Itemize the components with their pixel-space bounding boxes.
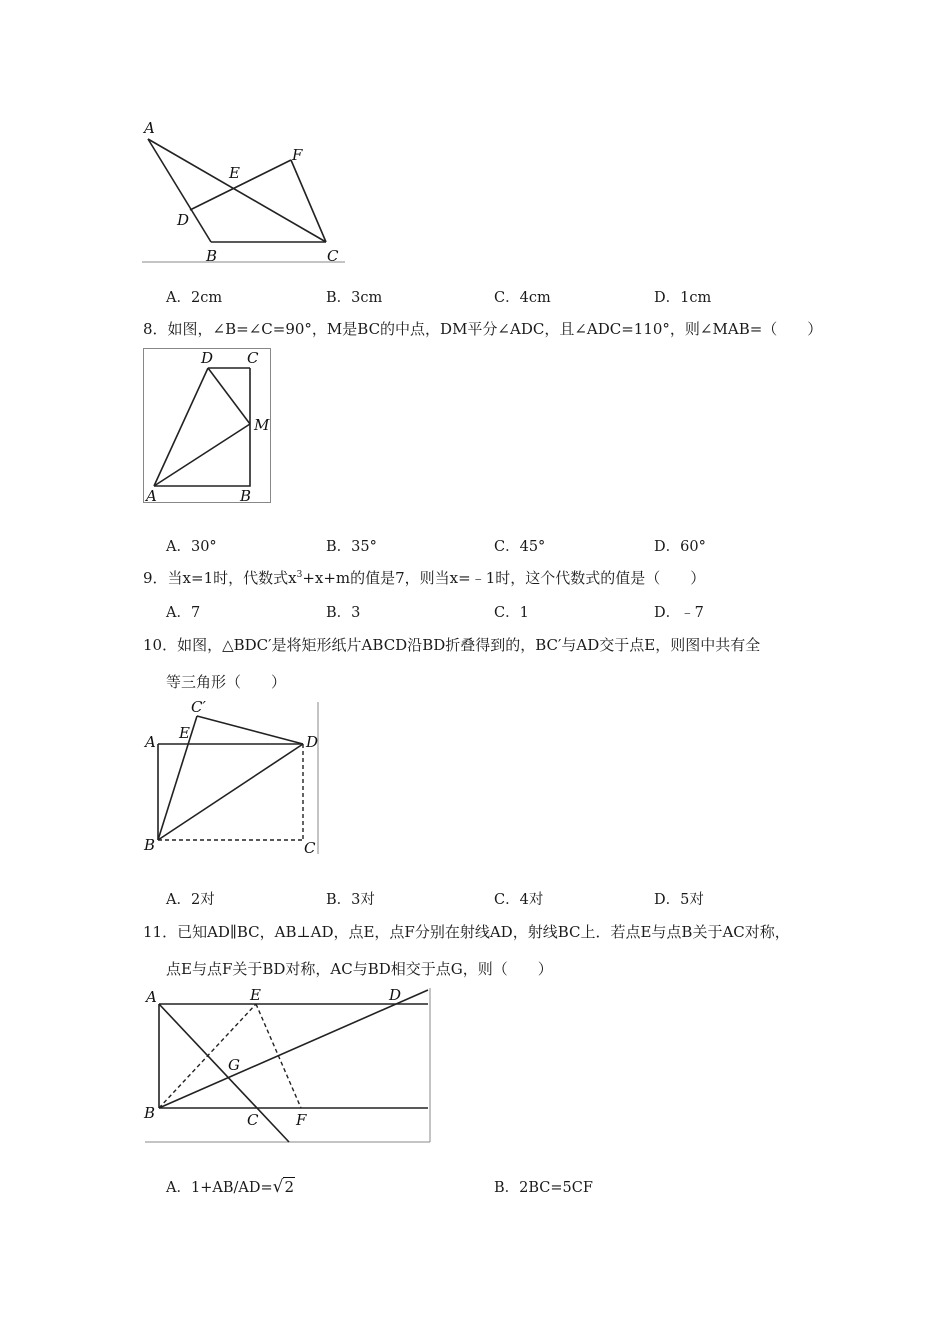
figure-q10-svg bbox=[143, 698, 323, 858]
q9-option-c[interactable]: C．1 bbox=[494, 605, 529, 621]
label-Cp: C′ bbox=[191, 698, 206, 716]
label-A: A bbox=[144, 119, 155, 137]
q8-text: 8．如图，∠B=∠C=90°，M是BC的中点，DM平分∠ADC，且∠ADC=110°，则∠MAB=（ ） bbox=[143, 320, 823, 338]
q7-option-d[interactable]: D．1cm bbox=[654, 290, 712, 306]
label-E: E bbox=[229, 164, 240, 182]
line-CpD bbox=[197, 716, 303, 744]
figure-q7 bbox=[140, 118, 360, 270]
q8-option-d[interactable]: D．60° bbox=[654, 539, 706, 555]
label-F: F bbox=[292, 146, 303, 164]
label-C: C bbox=[327, 247, 339, 265]
label-A: A bbox=[146, 487, 157, 505]
q9-text-pre: 9．当x=1时，代数式x bbox=[143, 569, 297, 587]
q9-option-a[interactable]: A．7 bbox=[166, 605, 201, 621]
line-BCp bbox=[158, 716, 197, 840]
label-D: D bbox=[201, 349, 214, 367]
q8-option-b[interactable]: B．35° bbox=[326, 539, 377, 555]
q10-option-b[interactable]: B．3对 bbox=[326, 892, 375, 908]
rect-outline bbox=[154, 368, 250, 486]
label-C: C bbox=[247, 349, 259, 367]
sqrt-radicand: 2 bbox=[284, 1178, 294, 1196]
label-M: M bbox=[254, 416, 270, 434]
q9-option-d[interactable]: D．﹣7 bbox=[654, 605, 704, 621]
q11-text-line2: 点E与点F关于BD对称，AC与BD相交于点G，则（ ） bbox=[166, 960, 553, 978]
line-DF bbox=[190, 160, 291, 210]
line-BD bbox=[158, 744, 303, 840]
q11-option-a[interactable] bbox=[166, 1176, 295, 1197]
q8-option-c[interactable]: C．45° bbox=[494, 539, 546, 555]
q9-option-b[interactable]: B．3 bbox=[326, 605, 361, 621]
q9-exponent: 3 bbox=[296, 570, 303, 580]
figure-q11 bbox=[143, 986, 433, 1146]
label-F: F bbox=[296, 1111, 307, 1129]
figure-q7-svg bbox=[140, 118, 360, 270]
q10-option-c[interactable]: C．4对 bbox=[494, 892, 544, 908]
label-D: D bbox=[306, 733, 319, 751]
q7-option-a[interactable]: A．2cm bbox=[166, 290, 223, 306]
q10-text-line2: 等三角形（ ） bbox=[166, 673, 287, 691]
q9-text bbox=[143, 567, 705, 588]
label-D: D bbox=[389, 986, 402, 1004]
q11-option-b[interactable]: B．2BC=5CF bbox=[494, 1180, 593, 1196]
q10-text-line1: 10．如图，△BDC′是将矩形纸片ABCD沿BD折叠得到的，BC′与AD交于点E，则图中共有全 bbox=[143, 636, 761, 654]
label-B: B bbox=[206, 247, 218, 265]
q9-text-post: +x+m的值是7，则当x=﹣1时，这个代数式的值是（ ） bbox=[302, 569, 706, 587]
line-AC bbox=[159, 1004, 289, 1142]
q11-option-a-text: A．1+AB/AD= bbox=[166, 1180, 273, 1196]
label-C: C bbox=[304, 839, 316, 857]
figure-q8-svg bbox=[143, 348, 273, 504]
figure-q8 bbox=[143, 348, 273, 504]
line-DM bbox=[208, 368, 250, 424]
q10-option-d[interactable]: D．5对 bbox=[654, 892, 704, 908]
label-B: B bbox=[240, 487, 252, 505]
label-A: A bbox=[145, 733, 156, 751]
label-E: E bbox=[250, 986, 261, 1004]
q8-option-a[interactable]: A．30° bbox=[166, 539, 217, 555]
line-FC bbox=[291, 160, 326, 242]
sqrt-sign: √ bbox=[272, 1177, 284, 1197]
q7-option-c[interactable]: C．4cm bbox=[494, 290, 551, 306]
label-E: E bbox=[179, 724, 190, 742]
label-C: C bbox=[247, 1111, 259, 1129]
label-G: G bbox=[228, 1056, 240, 1074]
label-B: B bbox=[144, 836, 156, 854]
figure-q11-svg bbox=[143, 986, 433, 1146]
q10-option-a[interactable]: A．2对 bbox=[166, 892, 215, 908]
label-B: B bbox=[144, 1104, 156, 1122]
line-EF-dashed bbox=[256, 1004, 301, 1108]
q11-text-line1: 11．已知AD∥BC，AB⊥AD，点E，点F分别在射线AD，射线BC上．若点E与点B关于AC对称， bbox=[143, 923, 790, 941]
label-D: D bbox=[177, 211, 190, 229]
q7-option-b[interactable]: B．3cm bbox=[326, 290, 383, 306]
figure-q10 bbox=[143, 698, 323, 858]
label-A: A bbox=[146, 988, 157, 1006]
